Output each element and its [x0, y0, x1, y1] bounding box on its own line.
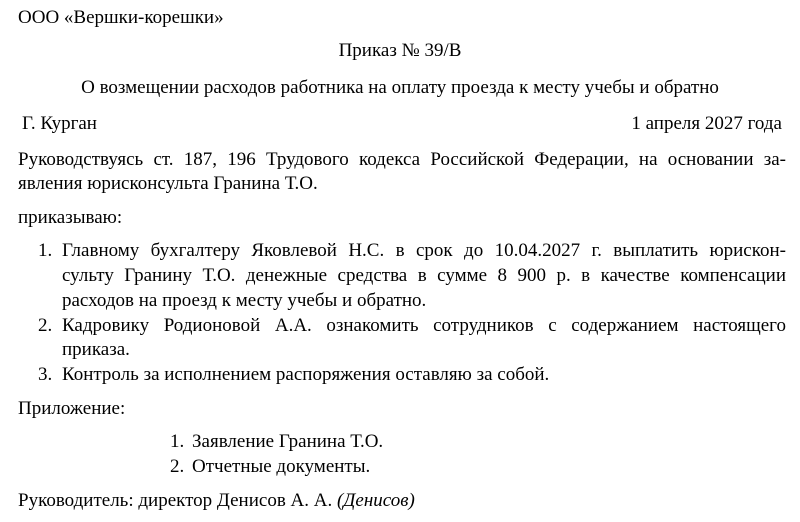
list-item-number: 2.: [38, 315, 53, 336]
attachments-label: Приложение:: [18, 398, 126, 419]
order-date: 1 апреля 2027 года: [631, 113, 782, 134]
preamble-line-2: явления юрисконсульта Гранина Т.О.: [18, 173, 318, 194]
attachment-number: 1.: [170, 431, 185, 452]
signature-line: [18, 489, 415, 513]
order-number: Приказ № 39/В: [338, 40, 462, 61]
list-item-line: Кадровику Родионовой А.А. ознакомить сотрудников с содержанием настоящего: [62, 315, 786, 336]
list-item-number: 3.: [38, 364, 53, 385]
signature-text: Руководитель: директор Денисов А. А.: [18, 490, 333, 511]
list-item-number: 1.: [38, 240, 53, 261]
list-item-line: Главному бухгалтеру Яковлевой Н.С. в срок до 10.04.2027 г. выплатить юрискон-: [62, 240, 786, 261]
list-item-line: приказа.: [62, 339, 130, 360]
order-subject: О возмещении расходов работника на оплату проезда к месту учебы и обратно: [81, 77, 719, 98]
company-name: ООО «Вершки-корешки»: [18, 7, 224, 28]
preamble-line-1: Руководствуясь ст. 187, 196 Трудового кодекса Российской Федерации, на основании за-: [18, 149, 786, 170]
attachment-item: Заявление Гранина Т.О.: [192, 431, 384, 452]
list-item-line: сульту Гранину Т.О. денежные средства в сумме 8 900 р. в качестве компенсации: [62, 265, 786, 286]
attachment-item: Отчетные документы.: [192, 456, 371, 477]
place-date-row: [22, 112, 782, 136]
order-word: приказываю:: [18, 207, 123, 228]
attachment-number: 2.: [170, 456, 185, 477]
signed-name: (Денисов): [336, 490, 415, 511]
list-item-line: расходов на проезд к месту учебы и обратно.: [62, 290, 427, 311]
city: Г. Курган: [22, 113, 97, 134]
list-item-line: Контроль за исполнением распоряжения оставляю за собой.: [62, 364, 550, 385]
